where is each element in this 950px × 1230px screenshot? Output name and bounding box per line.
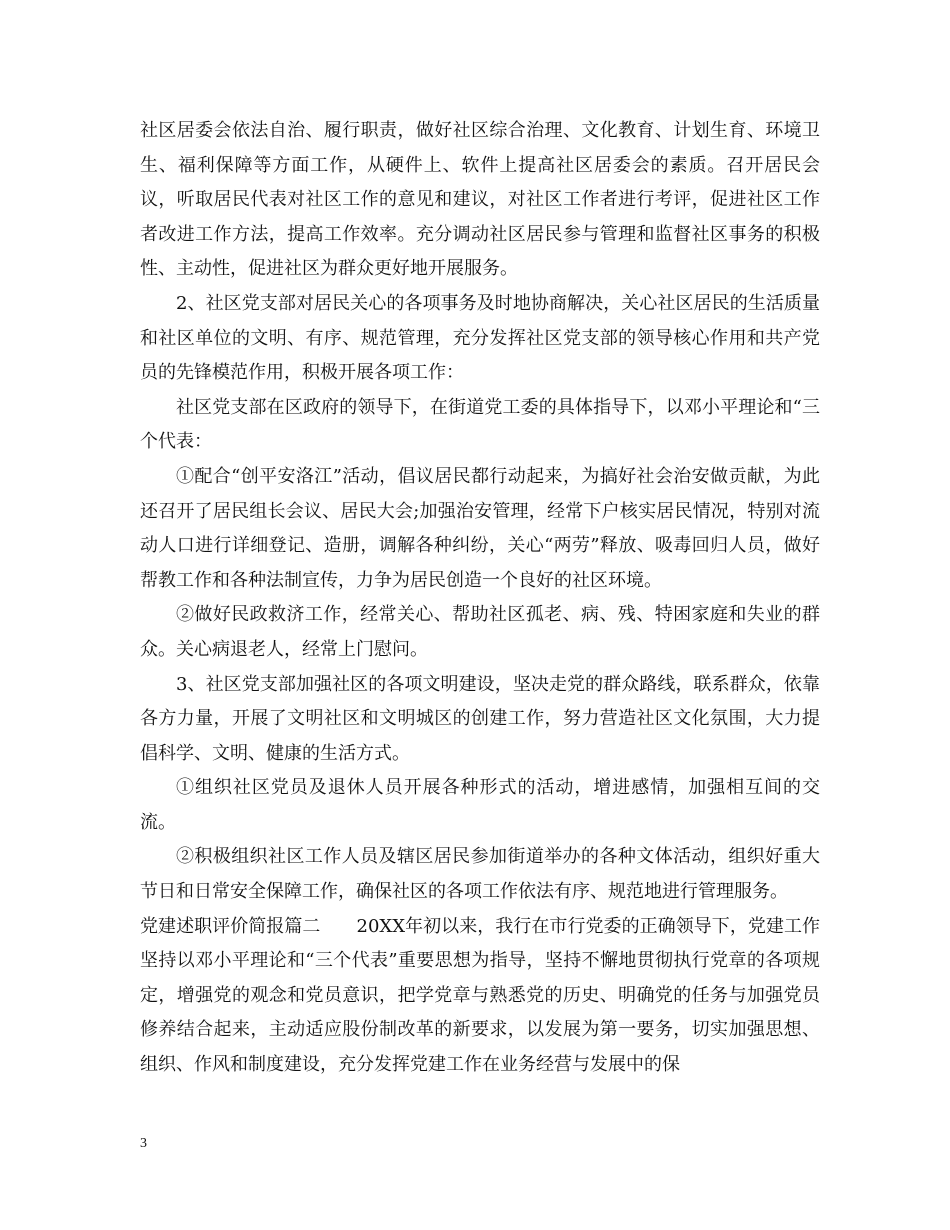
paragraph-8: ②积极组织社区工作人员及辖区居民参加街道举办的各种文体活动，组织好重大节日和日常安全保障工作，确保社区的各项工作依法有序、规范地进行管理服务。 [140, 846, 820, 903]
paragraph-6: 3、社区党支部加强社区的各项文明建设，坚决走党的群众路线，联系群众，依靠各方力量，开展了文明社区和文明城区的创建工作，努力营造社区文化氛围，大力提倡科学、文明、健康的生活方式。 [140, 673, 820, 764]
paragraph-9: 党建述职评价简报篇二 20XX年初以来，我行在市行党委的正确领导下，党建工作坚持以邓小平理论和“三个代表”重要思想为指导，坚持不懈地贯彻执行党章的各项规定，增强党的观念和党员意识，把学党章与熟悉党的历史、明确党的任务与加强党员修养结合起来，主动适应股份制改革的新要求，以发展为第一要务，切实加强思想、组织、作风和制度建设，充分发挥党建工作在业务经营与发展中的保 [140, 915, 820, 1076]
document-body [140, 114, 820, 1083]
paragraph-7: ①组织社区党员及退休人员开展各种形式的活动，增进感情，加强相互间的交流。 [140, 777, 820, 833]
paragraph-1: 社区居委会依法自治、履行职责，做好社区综合治理、文化教育、计划生育、环境卫生、福利保障等方面工作，从硬件上、软件上提高社区居委会的素质。召开居民会议，听取居民代表对社区工作的意见和建议，对社区工作者进行考评，促进社区工作者改进工作方法，提高工作效率。充分调动社区居民参与管理和监督社区事务的积极性、主动性，促进社区为群众更好地开展服务。 [140, 120, 820, 280]
paragraph-4: ①配合“创平安洛江”活动，倡议居民都行动起来，为搞好社会治安做贡献，为此还召开了居民组长会议、居民大会;加强治安管理，经常下户核实居民情况，特别对流动人口进行详细登记、造册，调解各种纠纷，关心“两劳”释放、吸毒回归人员，做好帮教工作和各种法制宣传，力争为居民创造一个良好的社区环境。 [140, 465, 820, 591]
page-number: 3 [140, 1136, 147, 1151]
paragraph-2: 2、社区党支部对居民关心的各项事务及时地协商解决，关心社区居民的生活质量和社区单位的文明、有序、规范管理，充分发挥社区党支部的领导核心作用和共产党员的先锋模范作用，积极开展各项工作： [140, 292, 820, 384]
paragraph-3: 社区党支部在区政府的领导下，在街道党工委的具体指导下，以邓小平理论和“三个代表： [140, 396, 820, 453]
paragraph-5: ②做好民政救济工作，经常关心、帮助社区孤老、病、残、特困家庭和失业的群众。关心病退老人，经常上门慰问。 [140, 604, 820, 660]
